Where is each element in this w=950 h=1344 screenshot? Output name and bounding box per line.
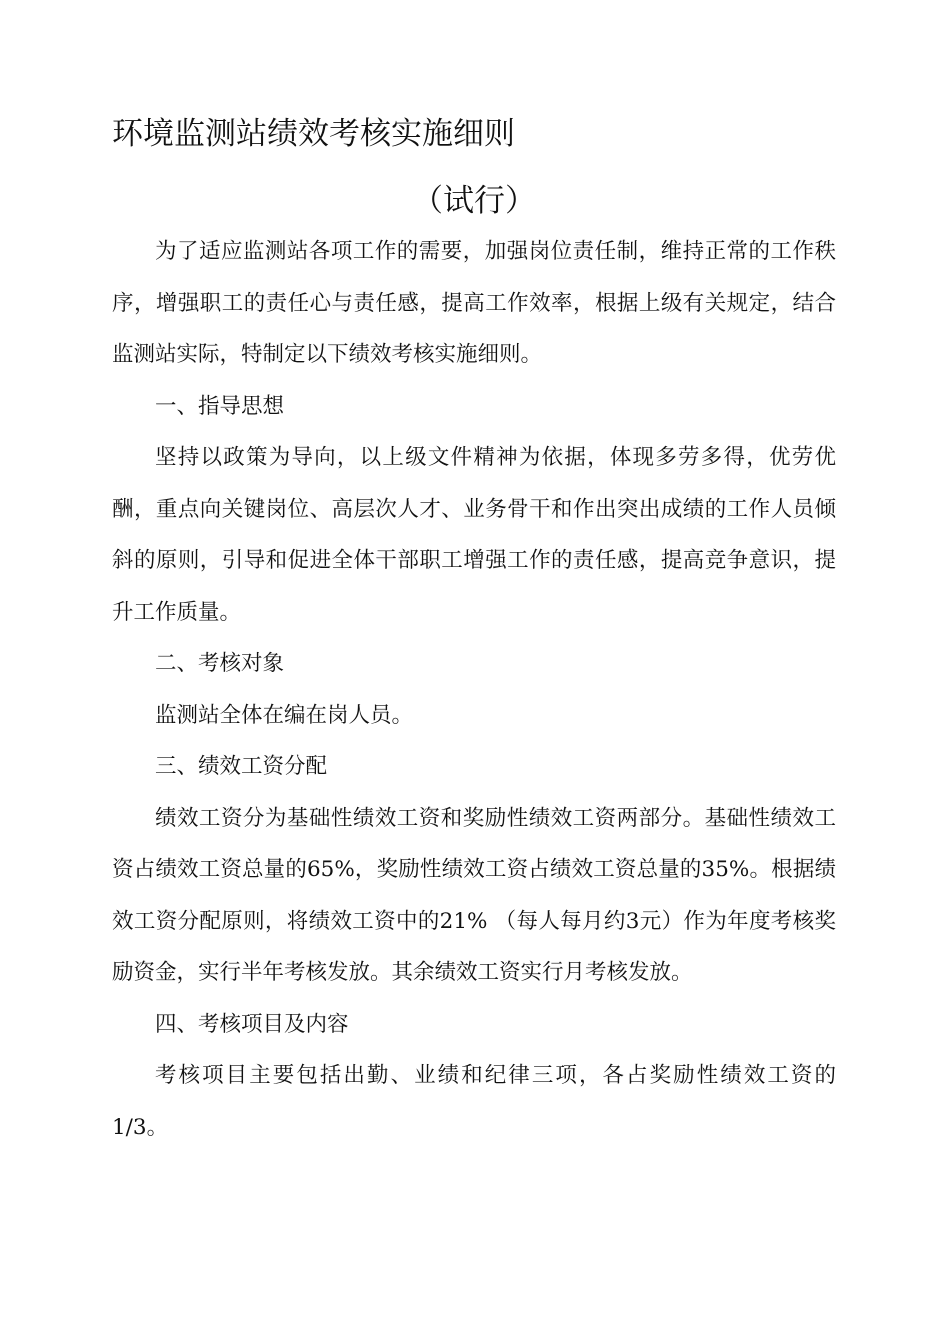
- document-subtitle: （试行）: [412, 183, 536, 219]
- guiding-ideology-paragraph: 坚持以政策为导向，以上级文件精神为依据，体现多劳多得，优劳优酬，重点向关键岗位、高层次人才、业务骨干和作出突出成绩的工作人员倾斜的原则，引导和促进全体干部职工增强工作的责任感，提高竞争意识，提升工作质量。: [112, 445, 836, 625]
- assessment-items-paragraph: 考核项目主要包括出勤、业绩和纪律三项，各占奖励性绩效工资的 1/3。: [112, 1063, 836, 1140]
- section-heading-assessment-items: 四、考核项目及内容: [155, 1011, 349, 1037]
- salary-distribution-paragraph: 绩效工资分为基础性绩效工资和奖励性绩效工资两部分。基础性绩效工资占绩效工资总量的65%，奖励性绩效工资占绩效工资总量的35%。根据绩效工资分配原则，将绩效工资中的21% （每人每月约3元）作为年度考核奖励资金，实行半年考核发放。其余绩效工资实行月考核发放。: [112, 805, 836, 985]
- section-heading-salary-distribution: 三、绩效工资分配: [155, 754, 328, 779]
- section-heading-assessment-target: 二、考核对象: [155, 651, 285, 676]
- document-body: [112, 226, 836, 1153]
- section-heading-guiding-ideology: 一、指导思想: [155, 393, 285, 419]
- intro-paragraph: 为了适应监测站各项工作的需要，加强岗位责任制，维持正常的工作秩序，增强职工的责任心与责任感，提高工作效率，根据上级有关规定，结合监测站实际，特制定以下绩效考核实施细则。: [112, 239, 836, 367]
- document-title: 环境监测站绩效考核实施细则: [112, 116, 515, 152]
- assessment-target-paragraph: 监测站全体在编在岗人员。: [155, 702, 414, 728]
